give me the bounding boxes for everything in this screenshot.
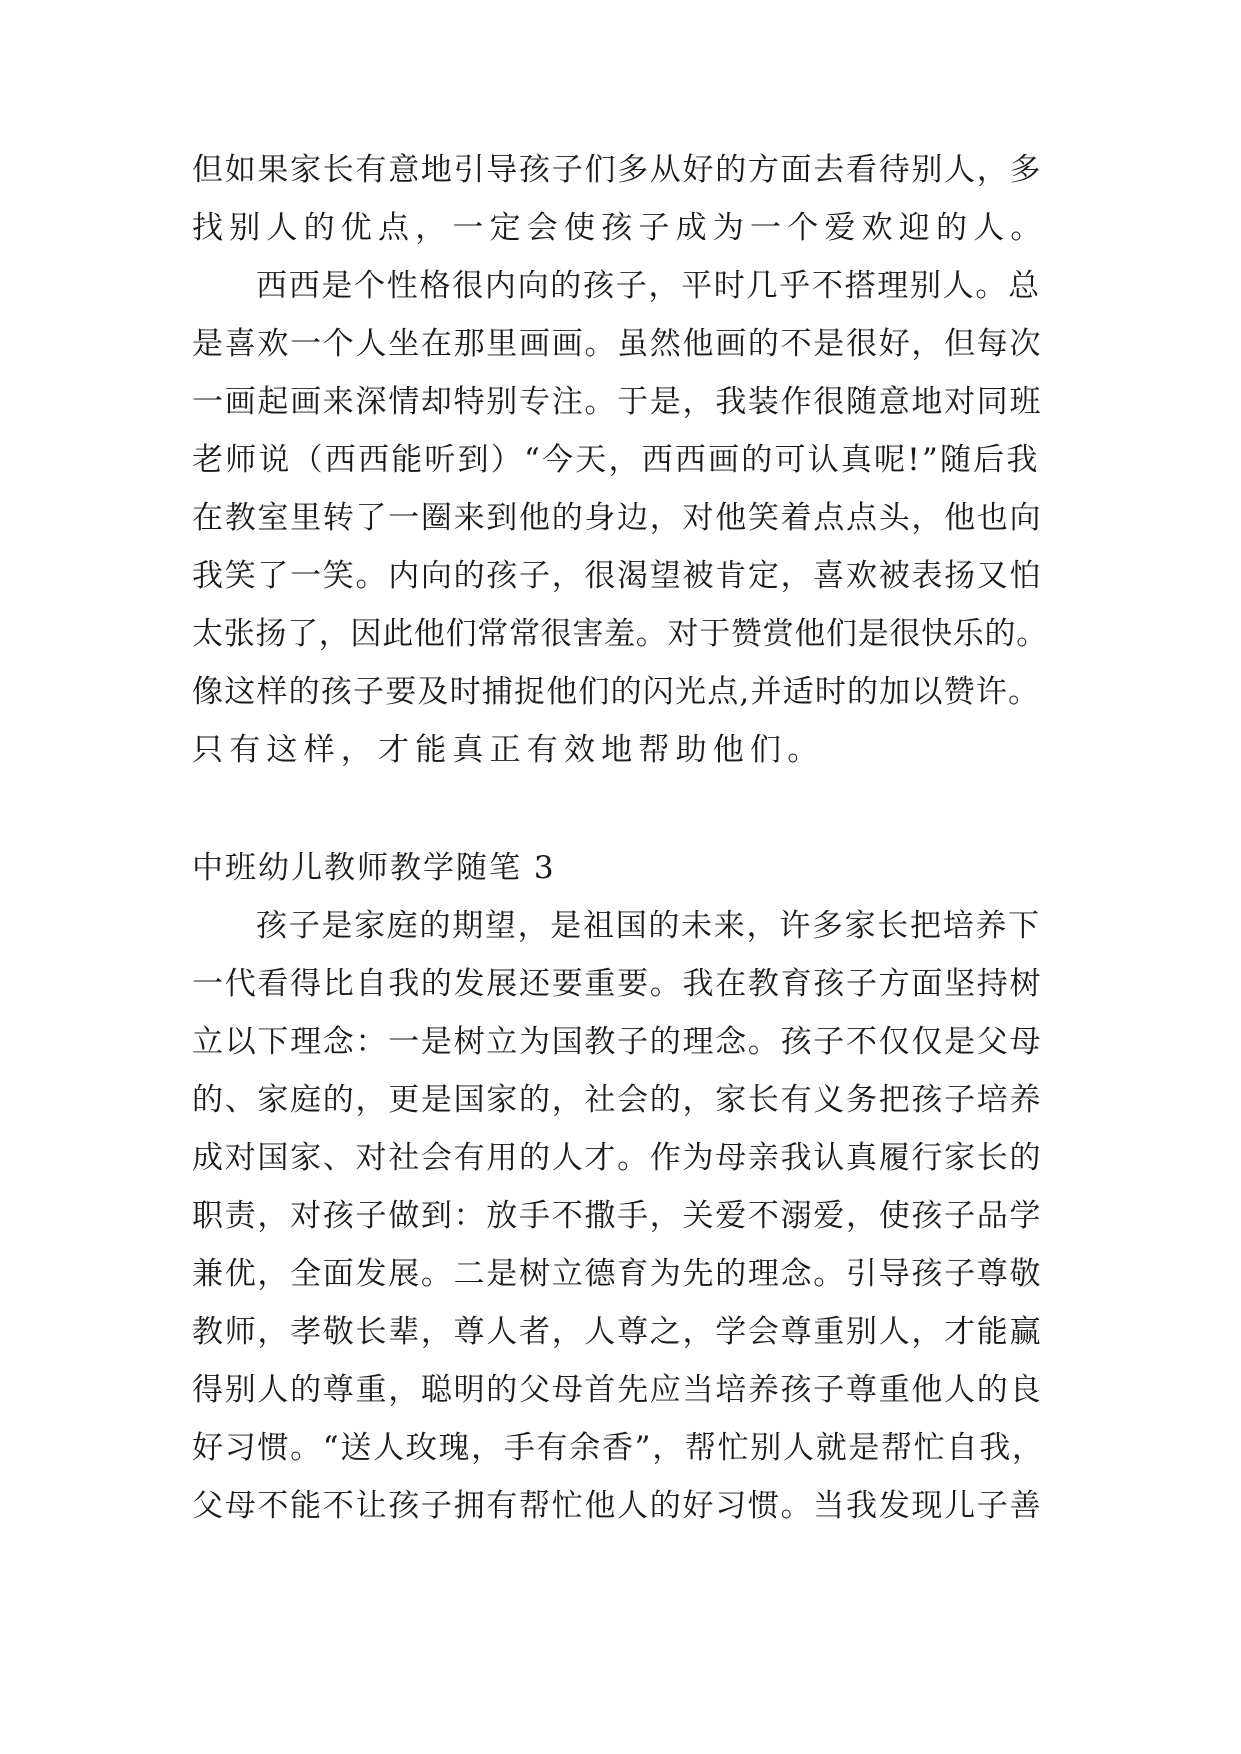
paragraph-3-line-2: 一代看得比自我的发展还要重要。我在教育孩子方面坚持树 — [192, 966, 1043, 1002]
paragraph-2-line-3: 一画起画来深情却特别专注。于是，我装作很随意地对同班 — [192, 384, 1043, 420]
paragraph-1-line-1: 但如果家长有意地引导孩子们多从好的方面去看待别人，多 — [192, 152, 1043, 188]
paragraph-3-line-8: 教师，孝敬长辈，尊人者，人尊之，学会尊重别人，才能赢 — [192, 1314, 1043, 1350]
paragraph-2-line-8: 像这样的孩子要及时捕捉他们的闪光点,并适时的加以赞许。 — [192, 674, 1041, 710]
paragraph-3-line-6: 职责，对孩子做到：放手不撒手，关爱不溺爱，使孩子品学 — [192, 1198, 1043, 1234]
paragraph-3-line-1: 孩子是家庭的期望，是祖国的未来，许多家长把培养下 — [256, 908, 1041, 944]
paragraph-3-line-10: 好习惯。“送人玫瑰，手有余香”，帮忙别人就是帮忙自我， — [192, 1430, 1045, 1466]
paragraph-2-line-2: 是喜欢一个人坐在那里画画。虽然他画的不是很好，但每次 — [192, 326, 1043, 362]
paragraph-2-line-9: 只有这样，才能真正有效地帮助他们。 — [192, 732, 825, 768]
paragraph-3-line-3: 立以下理念：一是树立为国教子的理念。孩子不仅仅是父母 — [192, 1024, 1043, 1060]
paragraph-3-line-11: 父母不能不让孩子拥有帮忙他人的好习惯。当我发现儿子善 — [192, 1488, 1043, 1524]
paragraph-3-line-9: 得别人的尊重，聪明的父母首先应当培养孩子尊重他人的良 — [192, 1372, 1043, 1408]
paragraph-2-line-1: 西西是个性格很内向的孩子，平时几乎不搭理别人。总 — [256, 268, 1041, 304]
paragraph-3-line-4: 的、家庭的，更是国家的，社会的，家长有义务把孩子培养 — [192, 1082, 1043, 1118]
paragraph-3-line-5: 成对国家、对社会有用的人才。作为母亲我认真履行家长的 — [192, 1140, 1043, 1176]
paragraph-2-line-4: 老师说（西西能听到）“今天，西西画的可认真呢!”随后我 — [192, 442, 1040, 478]
paragraph-1-line-2: 找别人的优点，一定会使孩子成为一个爱欢迎的人。 — [192, 210, 1048, 246]
paragraph-3-line-7: 兼优，全面发展。二是树立德育为先的理念。引导孩子尊敬 — [192, 1256, 1043, 1292]
paragraph-2-line-6: 我笑了一笑。内向的孩子，很渴望被肯定，喜欢被表扬又怕 — [192, 558, 1043, 594]
paragraph-2-line-7: 太张扬了，因此他们常常很害羞。对于赞赏他们是很快乐的。 — [192, 616, 1048, 652]
section-heading: 中班幼儿教师教学随笔 3 — [192, 850, 556, 886]
paragraph-2-line-5: 在教室里转了一圈来到他的身边，对他笑着点点头，他也向 — [192, 500, 1043, 536]
